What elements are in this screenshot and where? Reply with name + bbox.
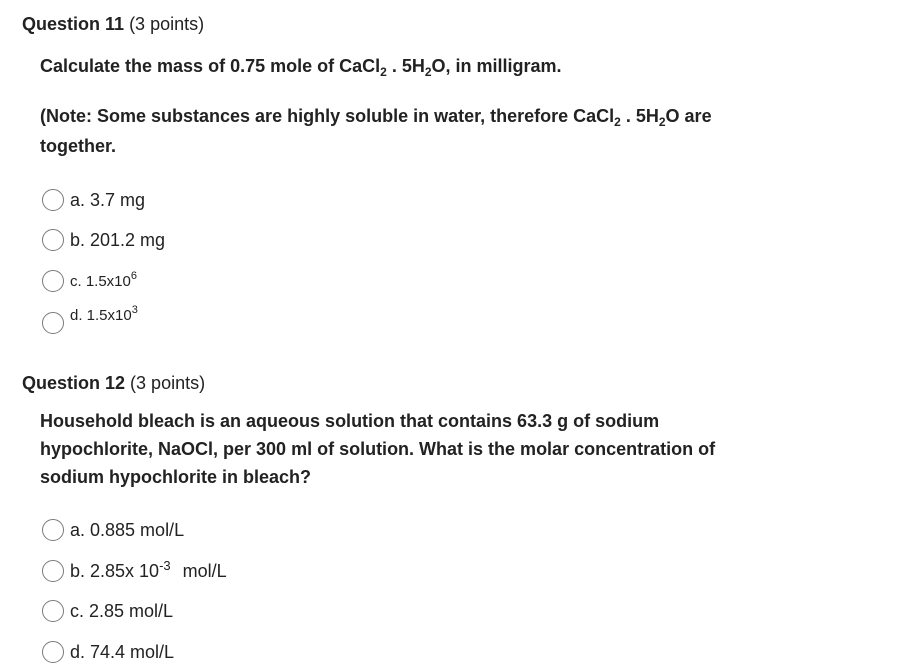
question-12-prompt <box>40 407 715 491</box>
q11-option-a-label: a. 3.7 mg <box>70 189 146 210</box>
q12-option-a-label: a. 0.885 mol/L <box>70 519 185 540</box>
q12-option-b-label: b. 2.85x $10^{-3}$ mol/L <box>70 557 227 581</box>
q11-option-d[interactable] <box>42 302 138 328</box>
q12-option-d-label: d. 74.4 mol/L <box>70 641 175 662</box>
question-11-points: (3 points) <box>129 14 205 34</box>
q12-option-c-label: c. 2.85 mol/L <box>70 600 174 621</box>
radio-button[interactable] <box>42 270 64 292</box>
q12-option-a[interactable] <box>42 517 184 543</box>
question-11-prompt <box>40 51 562 81</box>
question-12-heading <box>22 373 205 394</box>
question-11-note <box>40 101 712 161</box>
question-11-heading <box>22 14 204 35</box>
question-12-label: Question 12 <box>22 373 126 393</box>
question-12-prompt-line-3: sodium hypochlorite in bleach? <box>40 467 312 487</box>
radio-button[interactable] <box>42 641 64 663</box>
radio-button[interactable] <box>42 312 64 334</box>
q11-option-c-label: c. $1.5x10^6$ <box>70 269 137 290</box>
question-11-note-line-2: together. <box>40 136 117 156</box>
q11-option-b[interactable] <box>42 227 165 253</box>
radio-button[interactable] <box>42 560 64 582</box>
question-12-points: (3 points) <box>130 373 206 393</box>
q11-option-a[interactable] <box>42 187 145 213</box>
question-12-prompt-line-2: hypochlorite, NaOCl, per 300 ml of solution. What is the molar concentration of <box>40 439 716 459</box>
radio-button[interactable] <box>42 189 64 211</box>
radio-button[interactable] <box>42 519 64 541</box>
q11-option-c[interactable] <box>42 268 137 294</box>
q11-option-b-label: b. 201.2 mg <box>70 229 166 250</box>
radio-button[interactable] <box>42 229 64 251</box>
q12-option-c[interactable] <box>42 598 173 624</box>
question-11-note-line-1: (Note: Some substances are highly soluble in water, therefore CaCl$_2$ . $5H_2O$ are <box>40 106 712 129</box>
question-11-prompt-line: Calculate the mass of 0.75 mole of CaCl$_2$ . $5H_2O$, in milligram. <box>40 56 562 79</box>
q12-option-d[interactable] <box>42 639 174 665</box>
question-12-prompt-line-1: Household bleach is an aqueous solution that contains 63.3 g of sodium <box>40 411 660 431</box>
q11-option-d-label: d. $1.5x10^3$ <box>70 303 138 324</box>
question-11-label: Question 11 <box>22 14 125 34</box>
radio-button[interactable] <box>42 600 64 622</box>
q12-option-b[interactable] <box>42 558 227 584</box>
